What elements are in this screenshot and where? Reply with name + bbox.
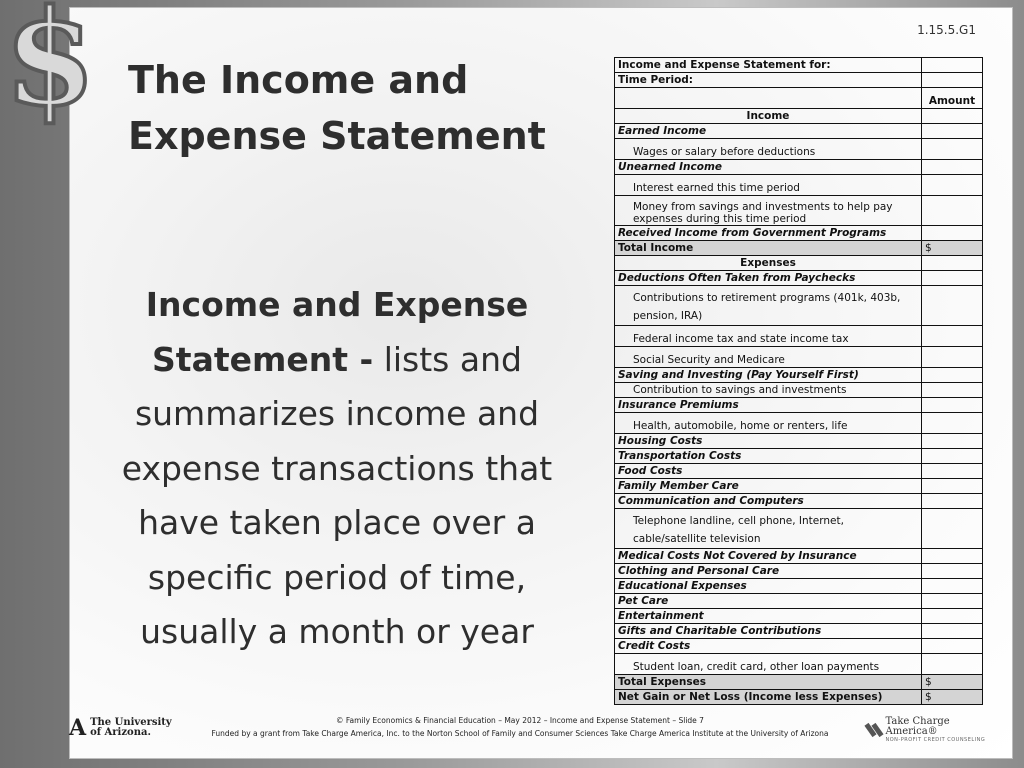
net-gain-label: Net Gain or Net Loss (Income less Expenses) xyxy=(615,690,922,705)
wages-row: Wages or salary before deductions xyxy=(615,139,922,160)
slide-code: 1.15.5.G1 xyxy=(917,23,976,37)
expenses-heading: Expenses xyxy=(615,256,922,271)
income-heading: Income xyxy=(615,109,922,124)
definition-body: lists and summarizes income and expense transactions that have taken place over a specific period of time, usually a month or year xyxy=(121,339,553,651)
social-security-row: Social Security and Medicare xyxy=(615,347,922,368)
dollar-logo-icon: $ xyxy=(4,0,96,136)
medical-label: Medical Costs Not Covered by Insurance xyxy=(615,549,922,564)
pet-label: Pet Care xyxy=(615,594,922,609)
fed-tax-row: Federal income tax and state income tax xyxy=(615,326,922,347)
footer-text xyxy=(186,714,854,740)
earned-income-label: Earned Income xyxy=(615,124,922,139)
educational-label: Educational Expenses xyxy=(615,579,922,594)
definition-term: Income and Expense Statement - xyxy=(145,285,529,379)
footer-line2: Funded by a grant from Take Charge America, Inc. to the Norton School of Family and Consumer Sciences Take Charge America Institute at the University of Arizona xyxy=(211,729,829,738)
transportation-label: Transportation Costs xyxy=(615,449,922,464)
ua-a-icon: A xyxy=(69,715,87,741)
tca-sub: NON-PROFIT CREDIT COUNSELING xyxy=(885,737,986,743)
ua-line2: of Arizona. xyxy=(90,727,151,738)
statement-header: Income and Expense Statement for: xyxy=(615,58,922,73)
deductions-label: Deductions Often Taken from Paychecks xyxy=(615,271,922,286)
saving-investing-label: Saving and Investing (Pay Yourself First) xyxy=(615,368,922,383)
total-expenses-label: Total Expenses xyxy=(615,675,922,690)
gifts-label: Gifts and Charitable Contributions xyxy=(615,624,922,639)
gov-programs-label: Received Income from Government Programs xyxy=(615,226,922,241)
family-label: Family Member Care xyxy=(615,479,922,494)
insurance-detail-row: Health, automobile, home or renters, life xyxy=(615,413,922,434)
clothing-label: Clothing and Personal Care xyxy=(615,564,922,579)
unearned-income-label: Unearned Income xyxy=(615,160,922,175)
total-income-dollar: $ xyxy=(922,241,983,256)
insurance-label: Insurance Premiums xyxy=(615,398,922,413)
tca-mark-icon xyxy=(864,720,883,740)
ua-line1: The University xyxy=(90,717,172,728)
interest-row: Interest earned this time period xyxy=(615,175,922,196)
entertainment-label: Entertainment xyxy=(615,609,922,624)
slide-title: The Income and Expense Statement xyxy=(128,58,546,158)
definition-text xyxy=(104,278,570,660)
income-expense-statement-table xyxy=(614,57,983,705)
total-income-label: Total Income xyxy=(615,241,922,256)
food-label: Food Costs xyxy=(615,464,922,479)
contrib-savings-row: Contribution to savings and investments xyxy=(615,383,922,398)
communication-label: Communication and Computers xyxy=(615,494,922,509)
money-from-savings-row: Money from savings and investments to help pay expenses during this time period xyxy=(615,196,922,226)
housing-label: Housing Costs xyxy=(615,434,922,449)
telephone-row: Telephone landline, cell phone, Internet, cable/satellite television xyxy=(615,509,922,549)
tca-name: Take Charge America® xyxy=(885,716,950,737)
footer-line1: © Family Economics & Financial Education – May 2012 – Income and Expense Statement – Slide 7 xyxy=(336,716,704,725)
time-period-label: Time Period: xyxy=(615,73,922,88)
university-of-arizona-logo xyxy=(69,716,179,740)
retirement-row: Contributions to retirement programs (401k, 403b, pension, IRA) xyxy=(615,286,922,326)
credit-label: Credit Costs xyxy=(615,639,922,654)
net-gain-dollar: $ xyxy=(922,690,983,705)
credit-detail-row: Student loan, credit card, other loan payments xyxy=(615,654,922,675)
take-charge-america-logo xyxy=(864,718,996,742)
amount-header: Amount xyxy=(922,88,983,109)
total-expenses-dollar: $ xyxy=(922,675,983,690)
